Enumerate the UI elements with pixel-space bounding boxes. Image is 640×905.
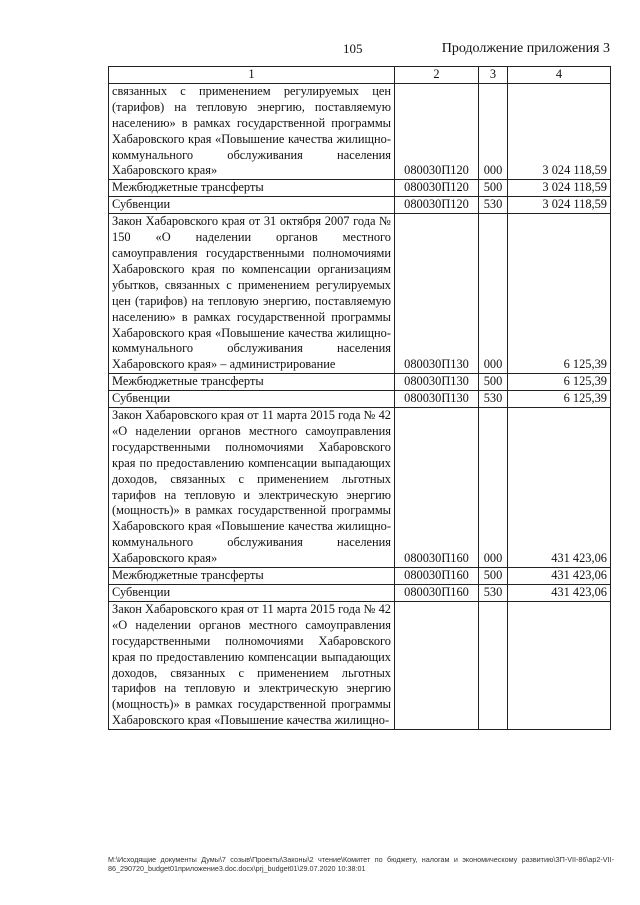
row-expense-type: 530 — [479, 197, 508, 214]
row-code: 080030П120 — [395, 180, 479, 197]
row-code: 080030П130 — [395, 374, 479, 391]
row-expense-type: 500 — [479, 374, 508, 391]
row-code: 080030П120 — [395, 83, 479, 179]
table-row — [109, 214, 611, 374]
row-amount: 6 125,39 — [508, 374, 611, 391]
row-expense-type: 000 — [479, 83, 508, 179]
row-code: 080030П130 — [395, 391, 479, 408]
table-row — [109, 374, 611, 391]
row-amount: 6 125,39 — [508, 391, 611, 408]
header-cell: 3 — [479, 67, 508, 84]
header-cell: 4 — [508, 67, 611, 84]
row-description: Межбюджетные трансферты — [109, 374, 395, 391]
row-expense-type: 000 — [479, 214, 508, 374]
row-description: Закон Хабаровского края от 11 марта 2015 года № 42 «О наделении органов местного самоуправления государственными полномочиями Хабаровского края по предоставлению компенсации выпадающих доходов, связанных с применением льготных тарифов на тепловую и электрическую энергию (мощность)» в рамках государственной программы Хабаровского края «Повышение качества жилищно-коммунального обслуживания населения Хабаровского края» — [109, 408, 395, 568]
row-expense-type: 000 — [479, 408, 508, 568]
row-description: Субвенции — [109, 197, 395, 214]
row-description: Межбюджетные трансферты — [109, 180, 395, 197]
row-description: Субвенции — [109, 585, 395, 602]
row-code — [395, 601, 479, 729]
page-number: 105 — [343, 41, 363, 56]
header-cell: 1 — [109, 67, 395, 84]
row-code: 080030П120 — [395, 197, 479, 214]
table-row — [109, 83, 611, 179]
table-row — [109, 180, 611, 197]
table-header-row — [109, 67, 611, 84]
table-row — [109, 391, 611, 408]
row-code: 080030П160 — [395, 568, 479, 585]
row-amount: 431 423,06 — [508, 585, 611, 602]
row-amount: 6 125,39 — [508, 214, 611, 374]
table-row — [109, 408, 611, 568]
row-expense-type — [479, 601, 508, 729]
continuation-caption: Продолжение приложения 3 — [441, 41, 610, 56]
row-description: Субвенции — [109, 391, 395, 408]
row-expense-type: 530 — [479, 391, 508, 408]
row-description: связанных с применением регулируемых цен (тарифов) на тепловую энергию, поставляемую населению» в рамках государственной программы Хабаровского края «Повышение качества жилищно-коммунального обслуживания населения Хабаровского края» — [109, 83, 395, 179]
header-cell: 2 — [395, 67, 479, 84]
table-row — [109, 197, 611, 214]
table-row — [109, 568, 611, 585]
row-amount: 3 024 118,59 — [508, 83, 611, 179]
file-path-footer: M:\Исходящие документы Думы\7 созыв\Проекты\Законы\2 чтение\Комитет по бюджету, налогам и экономическому развитию\ЗП-VII-86\ap2-VII-86_290720_budget01приложение3.doc.docx\prj_budget01\29.07.2020 10:38:01 — [108, 855, 614, 873]
table-row — [109, 585, 611, 602]
row-expense-type: 500 — [479, 180, 508, 197]
row-expense-type: 500 — [479, 568, 508, 585]
row-description: Закон Хабаровского края от 31 октября 2007 года № 150 «О наделении органов местного самоуправления государственными полномочиями Хабаровского края по компенсации организациям убытков, связанных с применением регулируемых цен (тарифов) на тепловую энергию, поставляемую населению» в рамках государственной программы Хабаровского края «Повышение качества жилищно-коммунального обслуживания населения Хабаровского края» – администрирование — [109, 214, 395, 374]
row-code: 080030П160 — [395, 408, 479, 568]
row-expense-type: 530 — [479, 585, 508, 602]
row-amount: 431 423,06 — [508, 408, 611, 568]
row-amount: 3 024 118,59 — [508, 197, 611, 214]
row-code: 080030П130 — [395, 214, 479, 374]
row-description: Межбюджетные трансферты — [109, 568, 395, 585]
row-description: Закон Хабаровского края от 11 марта 2015 года № 42 «О наделении органов местного самоуправления государственными полномочиями Хабаровского края по предоставлению компенсации выпадающих доходов, связанных с применением льготных тарифов на тепловую и электрическую энергию (мощность)» в рамках государственной программы Хабаровского края «Повышение качества жилищно- — [109, 601, 395, 729]
table-row — [109, 601, 611, 729]
row-amount: 3 024 118,59 — [508, 180, 611, 197]
row-code: 080030П160 — [395, 585, 479, 602]
budget-table — [108, 66, 611, 730]
row-amount: 431 423,06 — [508, 568, 611, 585]
row-amount — [508, 601, 611, 729]
